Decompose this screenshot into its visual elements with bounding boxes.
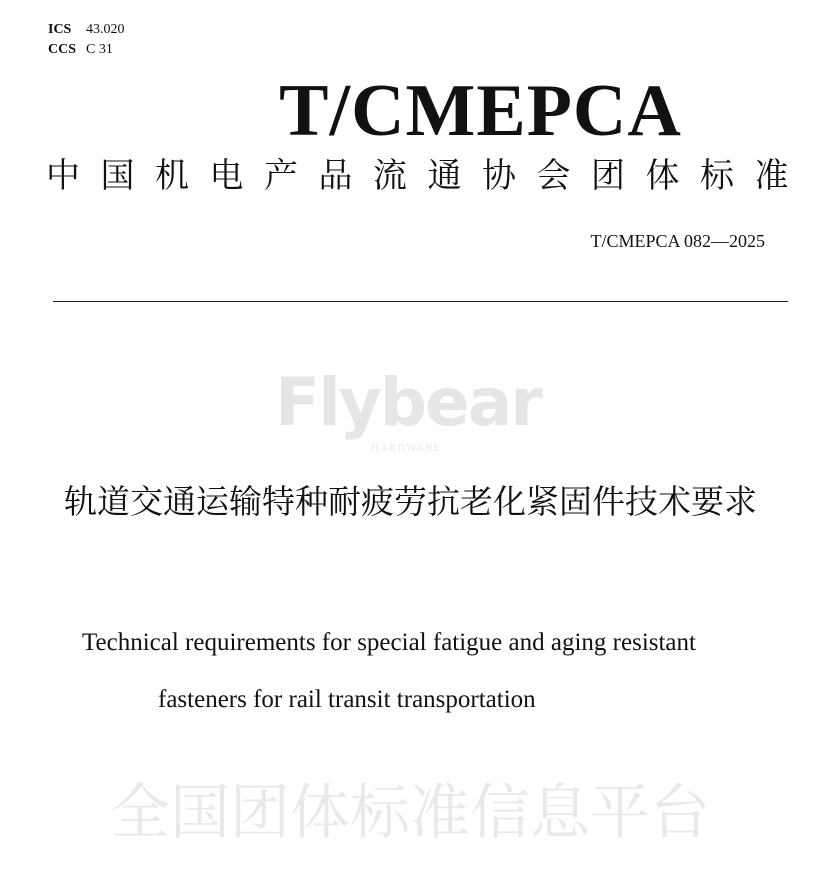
ics-label: ICS [48,22,72,37]
standard-number: T/CMEPCA 082—2025 [590,231,765,251]
divider [53,301,788,302]
org-name-cn: 中国机电产品流通协会团体标准 [46,156,809,196]
ics-value: 43.020 [86,22,125,37]
ccs-value: C 31 [86,42,113,57]
ccs-label: CCS [48,42,77,57]
logo-sub: HARDWARE [371,442,442,454]
title-cn: 轨道交通运输特种耐疲劳抗老化紧固件技术要求 [64,482,757,521]
logo-name: Flybear [275,364,541,441]
title-en-line1: Technical requirements for special fatigue and aging resistant [82,629,696,656]
watermark-logo [275,330,575,465]
title-en-line2: fasteners for rail transit transportation [158,686,536,713]
watermark-text: 全国团体标准信息平台 [110,778,710,848]
org-code: T/CMEPCA [279,70,682,152]
classification-codes [48,20,125,60]
